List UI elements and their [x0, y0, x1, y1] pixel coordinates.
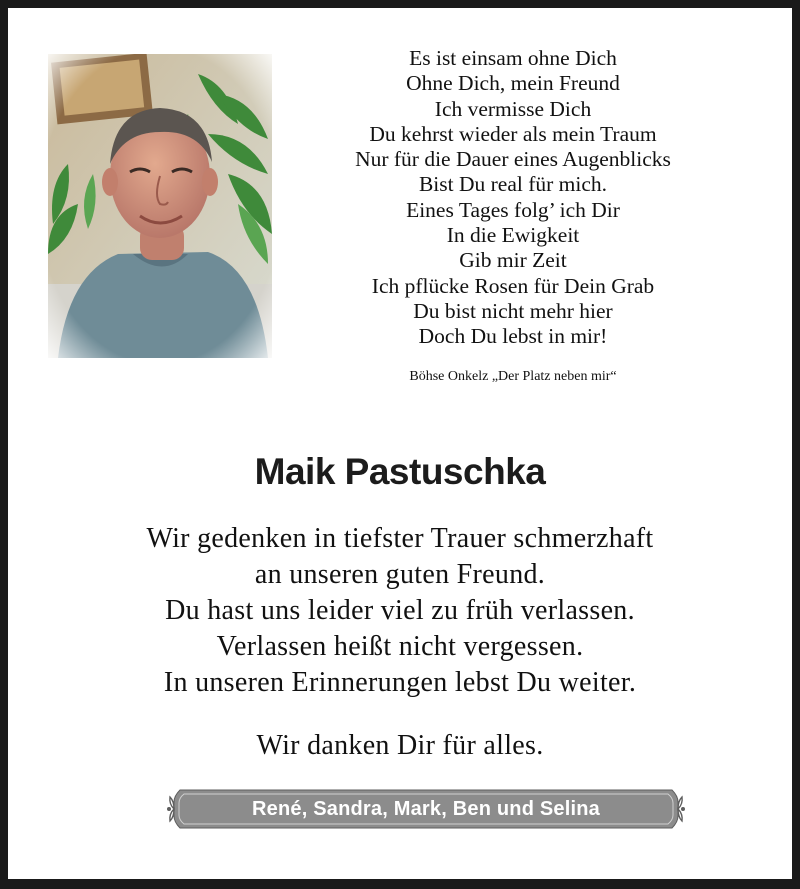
message-line: Wir gedenken in tiefster Trauer schmerzhaft — [146, 523, 654, 554]
poem-verse — [270, 46, 756, 350]
poem-line: Du kehrst wieder als mein Traum — [369, 121, 657, 146]
signature-names: René, Sandra, Mark, Ben und Selina — [251, 797, 600, 820]
poem-line: Gib mir Zeit — [459, 248, 567, 273]
poem-line: Ohne Dich, mein Freund — [406, 71, 620, 96]
portrait-photo — [48, 54, 272, 358]
poem-line: Eines Tages folg’ ich Dir — [406, 197, 620, 222]
message-line: In unseren Erinnerungen lebst Du weiter. — [163, 667, 637, 698]
thanks-line: Wir danken Dir für alles. — [256, 730, 544, 761]
poem-line: Ich pflücke Rosen für Dein Grab — [371, 273, 655, 298]
poem-source: Böhse Onkelz „Der Platz neben mir“ — [409, 369, 617, 384]
poem-line: Du bist nicht mehr hier — [413, 298, 613, 323]
obituary-notice — [8, 8, 792, 879]
message-line: Du hast uns leider viel zu früh verlassen. — [165, 595, 635, 626]
poem-line: Ich vermisse Dich — [434, 96, 592, 121]
poem-line: Nur für die Dauer eines Augenblicks — [355, 147, 671, 172]
poem-line: In die Ewigkeit — [446, 223, 580, 248]
mourning-message — [8, 521, 792, 701]
poem-line: Bist Du real für mich. — [418, 172, 608, 197]
deceased-name: Maik Pastuschka — [254, 451, 546, 492]
poem-line: Es ist einsam ohne Dich — [409, 46, 617, 70]
signature-banner — [166, 788, 686, 830]
message-line: an unseren guten Freund. — [254, 559, 546, 590]
message-line: Verlassen heißt nicht vergessen. — [216, 631, 584, 662]
poem-line: Doch Du lebst in mir! — [418, 324, 608, 349]
